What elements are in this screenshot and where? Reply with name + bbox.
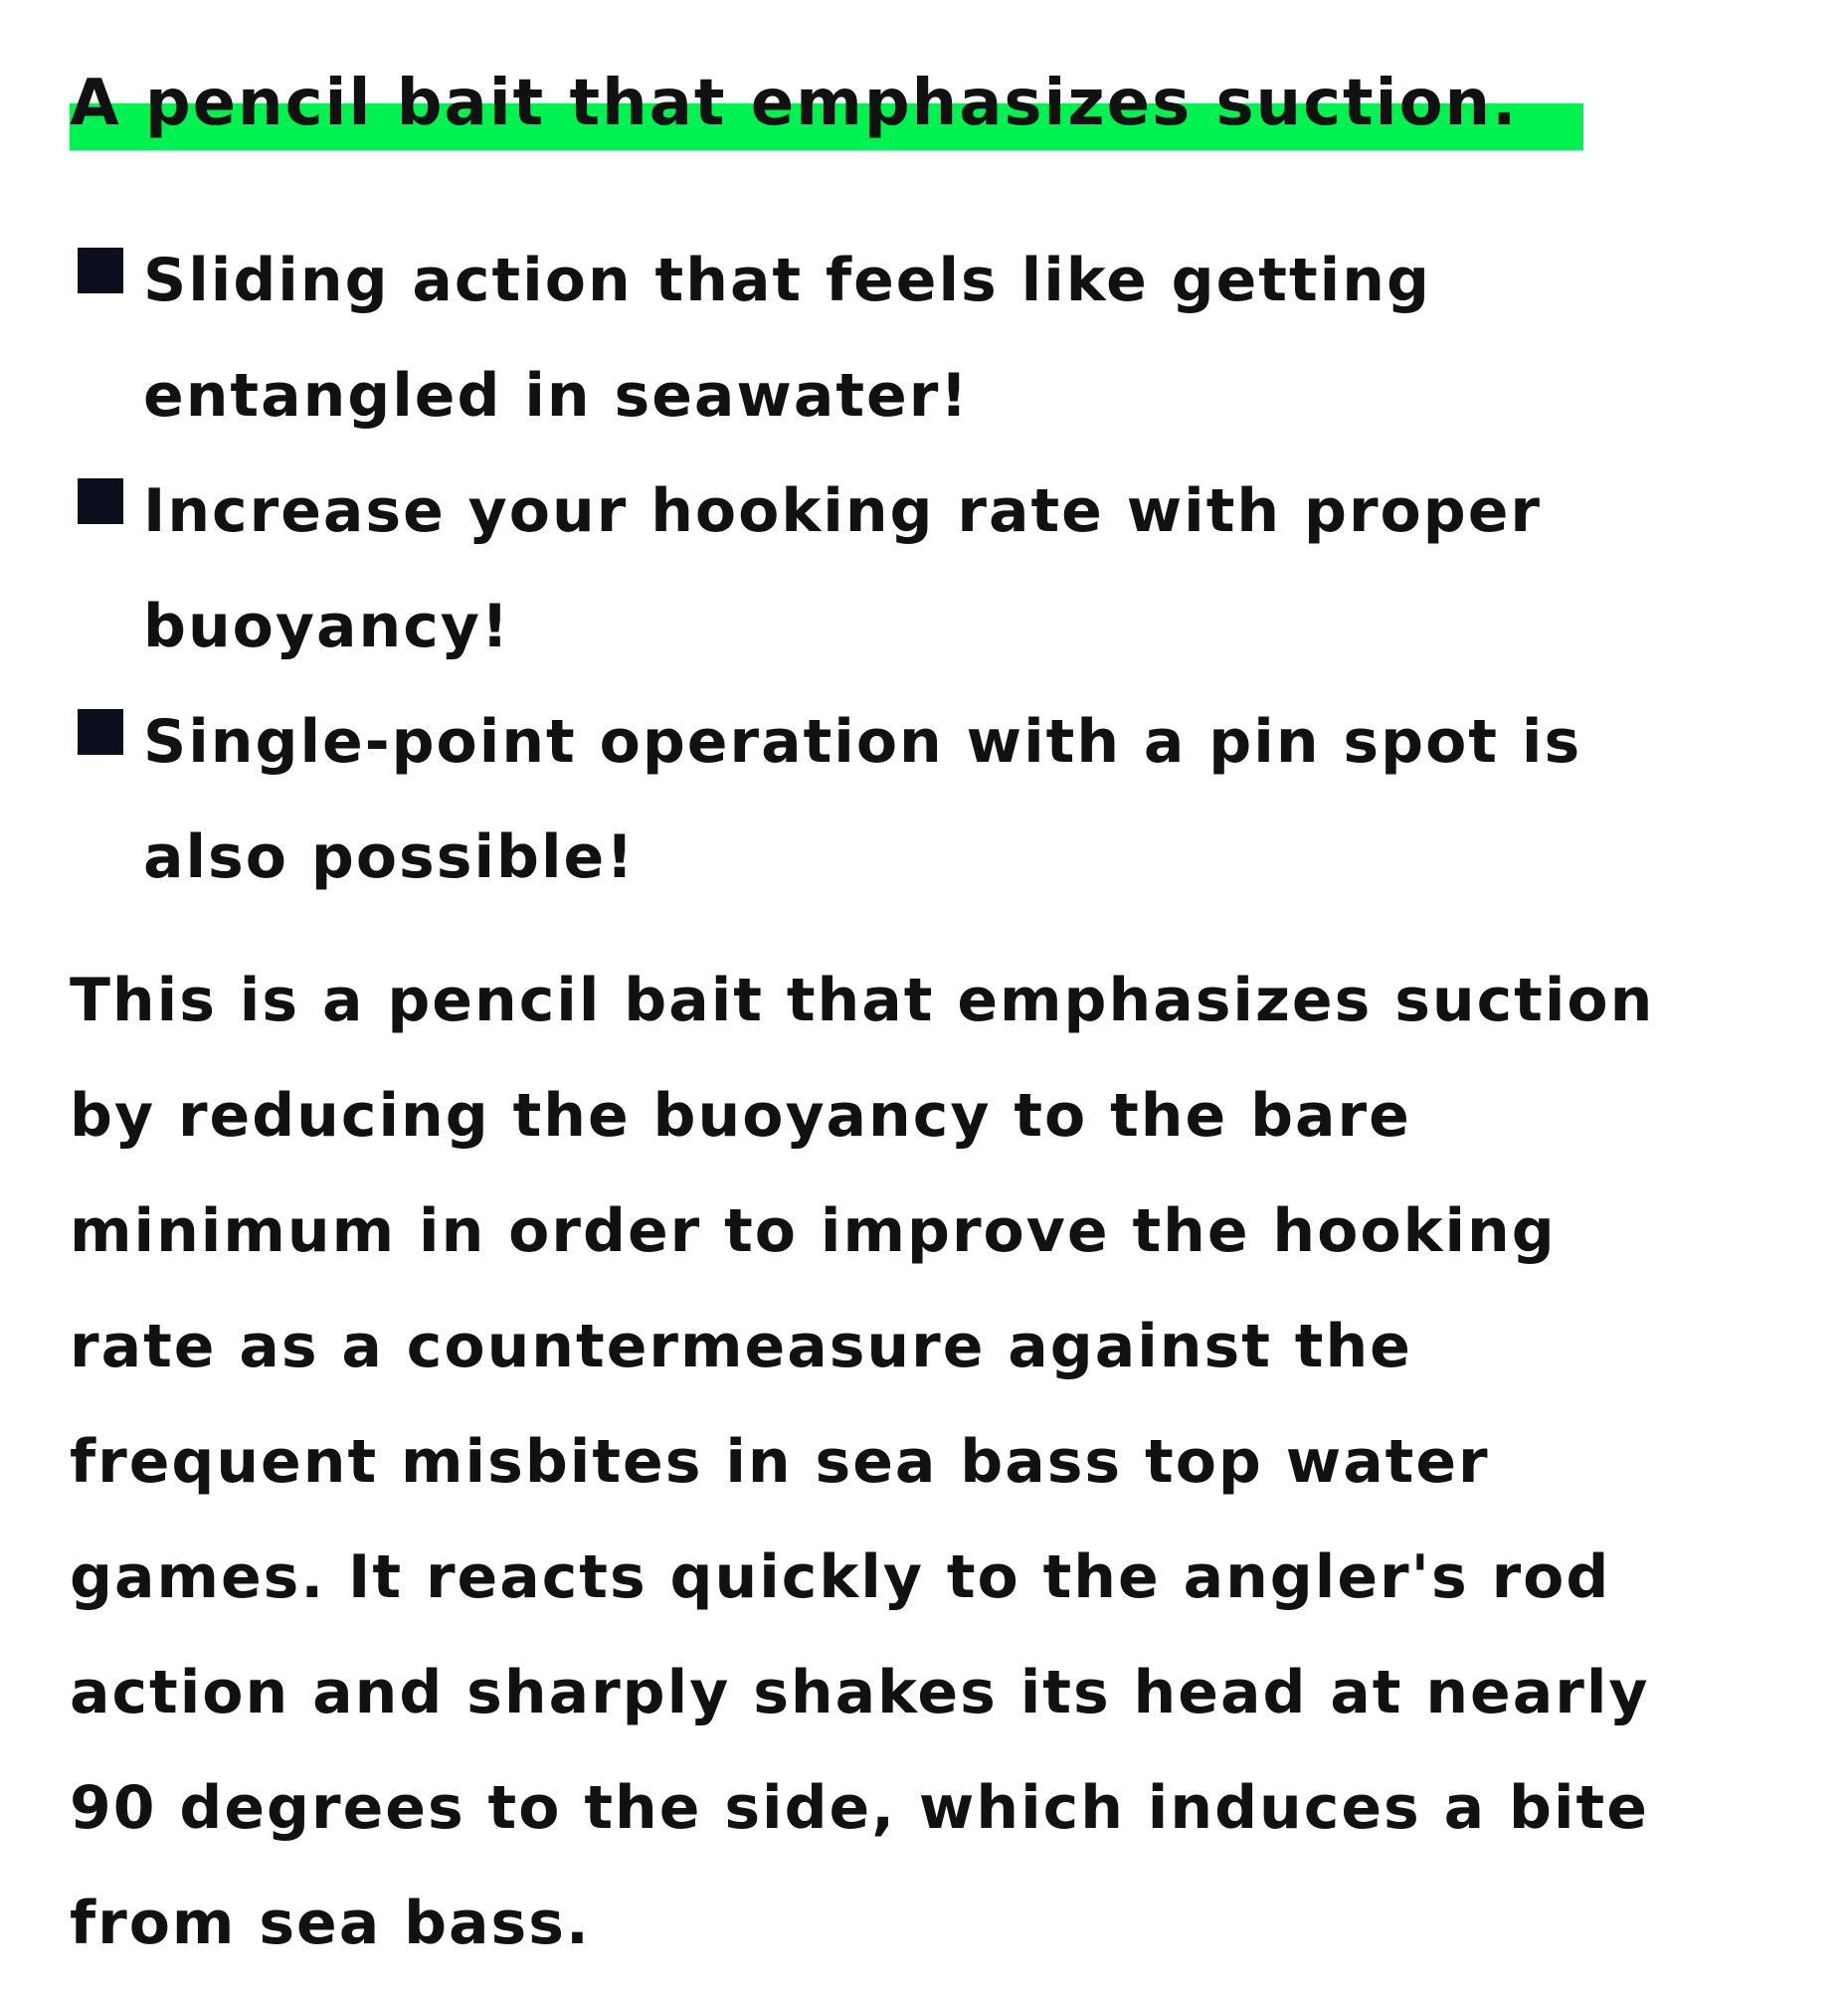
black-square-icon bbox=[78, 248, 123, 293]
feature-text: Single-point operation with a pin spot is also possible! bbox=[143, 707, 1582, 892]
feature-item bbox=[78, 223, 1768, 453]
feature-item bbox=[78, 684, 1768, 915]
feature-item bbox=[78, 453, 1768, 684]
black-square-icon bbox=[78, 478, 123, 524]
headline: A pencil bait that emphasizes suction. bbox=[70, 67, 1519, 140]
headline-block bbox=[70, 64, 1518, 155]
black-square-icon bbox=[78, 709, 123, 755]
feature-text: Increase your hooking rate with proper buoyancy! bbox=[143, 476, 1542, 661]
feature-list bbox=[78, 223, 1768, 915]
feature-text: Sliding action that feels like getting entangled in seawater! bbox=[143, 246, 1431, 431]
description-paragraph: This is a pencil bait that emphasizes suction by reducing the buoyancy to the bare minimum in order to improve the hooking rate as a countermeasure against the frequent misbites in sea bass top water games. It reacts quickly to the angler's rod action and sharply shakes its head at nearly 90 degrees to the side, which induces a bite from sea bass. bbox=[70, 966, 1655, 1958]
